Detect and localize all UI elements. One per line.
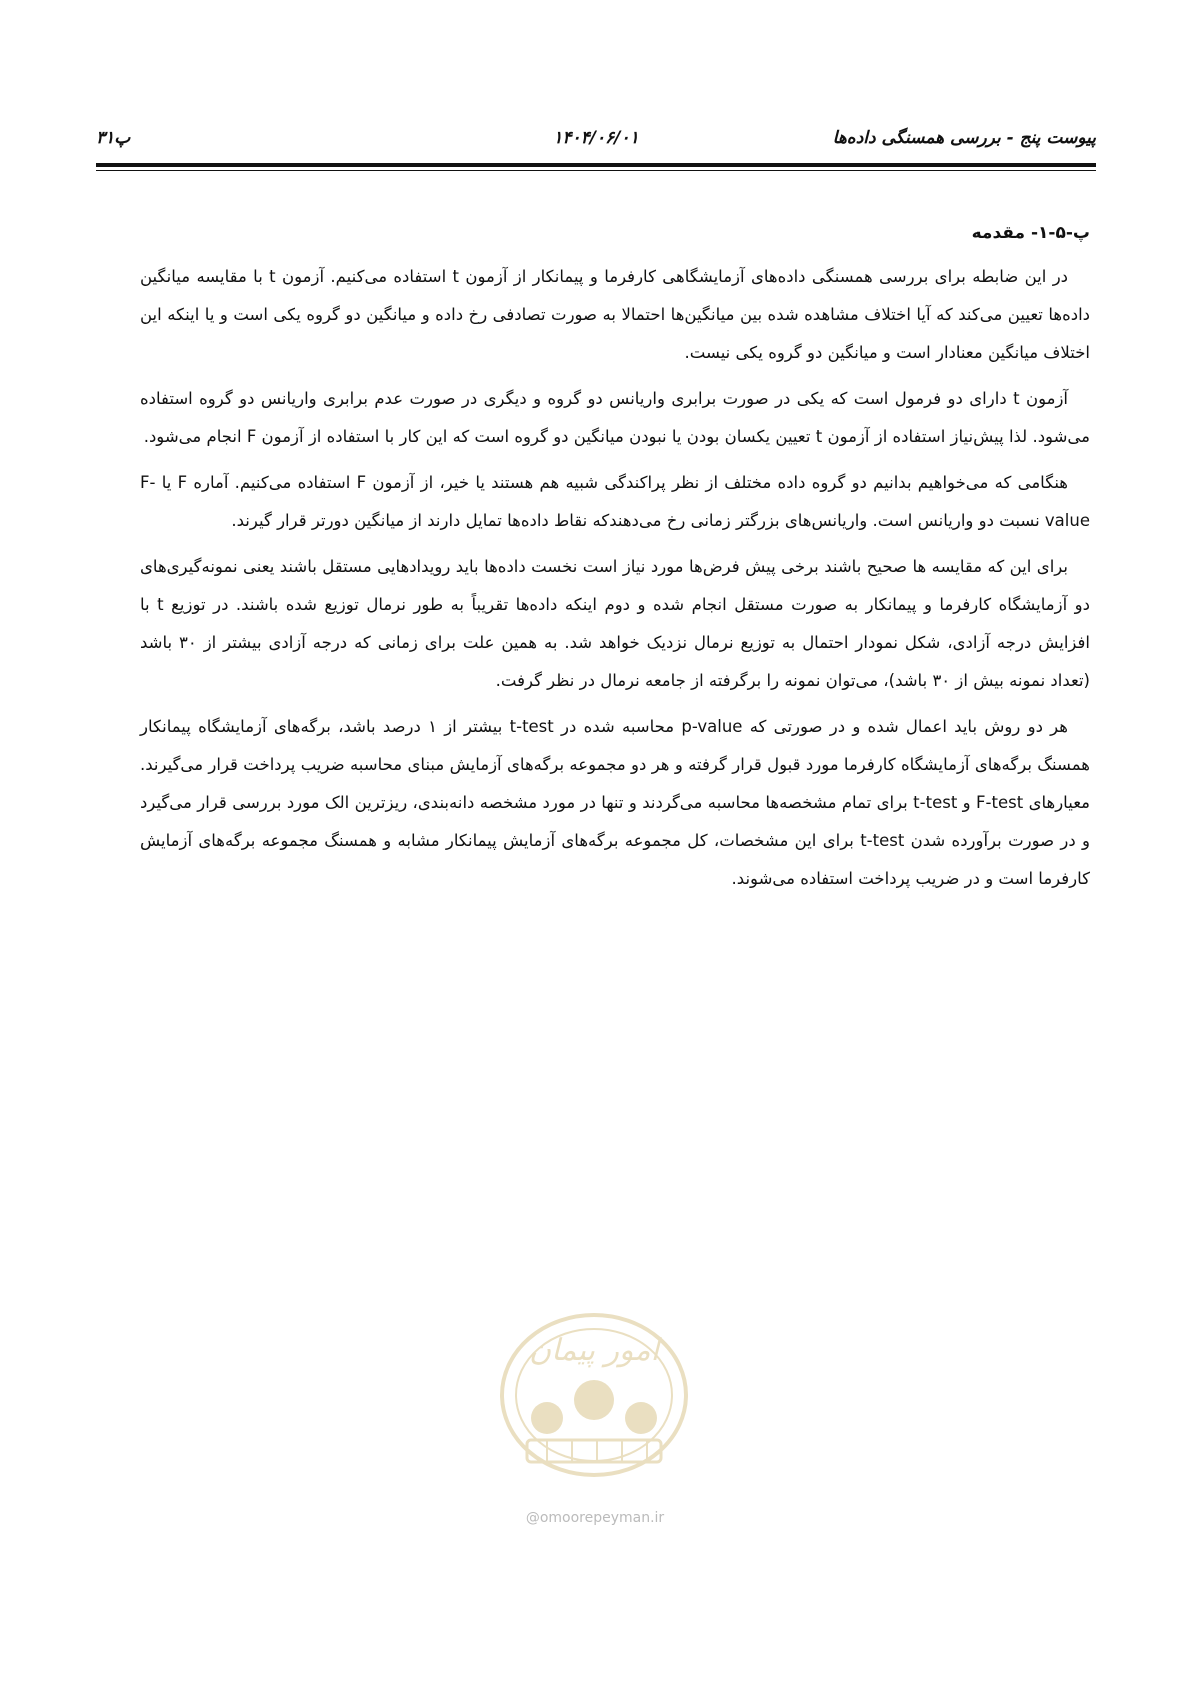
paragraph-1: در این ضابطه برای بررسی همسنگی داده‌های آزمایشگاهی کارفرما و پیمانکار از آزمون t استفاده می‌کنیم. آزمون t با مقایسه میانگین داده‌ها تعیین می‌کند که آیا اختلاف مشاهده شده بین میانگین‌ها احتمالا به صورت تصادفی رخ داده و میانگین دو گروه یکی است و یا اینکه این اختلاف میانگین معنادار است و میانگین دو گروه یکی نیست. [140,267,1090,362]
paragraph-3: هنگامی که می‌خواهیم بدانیم دو گروه داده مختلف از نظر پراکندگی شبیه هم هستند یا خیر، از آزمون F استفاده می‌کنیم. آماره F یا F-value نسبت دو واریانس است. واریانس‌های بزرگتر زمانی رخ می‌دهندکه نقاط داده‌ها تمایل دارند از میانگین دورتر قرار گیرند. [140,473,1090,530]
paragraph-2: آزمون t دارای دو فرمول است که یکی در صورت برابری واریانس دو گروه و دیگری در صورت عدم برابری واریانس دو گروه استفاده می‌شود. لذا پیش‌نیاز استفاده از آزمون t تعیین یکسان بودن یا نبودن میانگین دو گروه است که این کار با استفاده از آزمون F انجام می‌شود. [140,389,1090,446]
header-page-number: پ۳۱ [96,128,131,148]
header-date: ۱۴۰۴/۰۶/۰۱ [553,128,639,148]
watermark-seal-icon [487,1300,701,1480]
header-rule-thin [96,170,1096,171]
header-title: پیوست پنج - بررسی همسنگی داده‌ها [832,128,1096,148]
watermark-seal-text: امور پیمان [529,1333,659,1368]
section-heading: پ-۵-۱- مقدمه [971,223,1090,243]
paragraph-4: برای این که مقایسه ها صحیح باشند برخی پیش فرض‌ها مورد نیاز است نخست داده‌ها باید رویدادهایی مستقل باشند یعنی نمونه‌گیری‌های دو آزمایشگاه کارفرما و پیمانکار به صورت مستقل انجام شده و دوم اینکه داده‌ها تقریباً به طور نرمال توزیع شده باشند. در توزیع t با افزایش درجه آزادی، شکل نمودار احتمال به توزیع نرمال نزدیک خواهد شد. به همین علت برای زمانی که درجه آزادی بیشتر از ۳۰ باشد (تعداد نمونه بیش از ۳۰ باشد)، می‌توان نمونه را برگرفته از جامعه نرمال در نظر گرفت. [140,557,1090,690]
paragraph-5: هر دو روش باید اعمال شده و در صورتی که p-value محاسبه شده در t-test بیشتر از ۱ درصد باشد، برگه‌های آزمایشگاه پیمانکار همسنگ برگه‌های آزمایشگاه کارفرما مورد قبول قرار گرفته و هر دو مجموعه برگه‌های آزمایش مبنای محاسبه ضریب پرداخت قرار می‌گیرند. معیارهای F-test و t-test برای تمام مشخصه‌ها محاسبه می‌گردند و تنها در مورد مشخصه دانه‌بندی، ریزترین الک مورد بررسی قرار می‌گیرد و در صورت برآورده شدن t-test برای این مشخصات، کل مجموعه برگه‌های آزمایش پیمانکار مشابه و همسنگ مجموعه برگه‌های آزمایش کارفرما است و در ضریب پرداخت استفاده می‌شوند. [140,717,1091,888]
page-header [96,128,1096,158]
header-rule-thick [96,163,1096,167]
page-content [140,214,1090,906]
watermark-website: @omoorepeyman.ir [525,1510,665,1526]
